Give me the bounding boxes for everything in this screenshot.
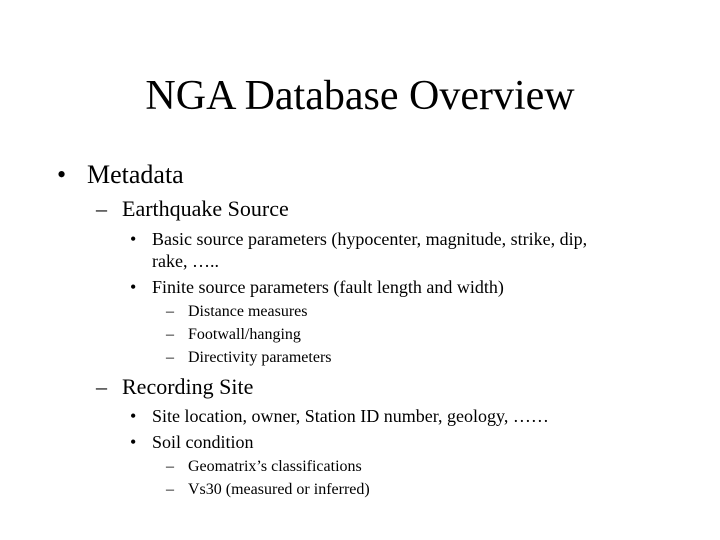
bullet-marker: • <box>57 160 67 189</box>
bullet-text: Metadata <box>87 160 184 189</box>
bullet-text: Finite source parameters (fault length and width) <box>152 277 504 297</box>
bullet-text: Site location, owner, Station ID number, geology, …… <box>152 406 549 426</box>
dash-marker: – <box>96 374 107 399</box>
bullet-text-line2: rake, ….. <box>152 251 219 271</box>
sub-item-text: Footwall/hanging <box>188 326 301 343</box>
dash-marker: – <box>96 196 107 221</box>
sub-item-text: Directivity parameters <box>188 349 332 366</box>
dash-marker: – <box>166 326 174 343</box>
subheading-text: Recording Site <box>122 374 254 399</box>
dash-marker: – <box>166 458 174 475</box>
sub-item-text: Distance measures <box>188 303 308 320</box>
sub-item-text: Vs30 (measured or inferred) <box>188 481 370 498</box>
bullet-marker: • <box>130 432 137 452</box>
bullet-marker: • <box>130 229 137 249</box>
dash-marker: – <box>166 349 174 366</box>
bullet-marker: • <box>130 277 137 297</box>
bullet-marker: • <box>130 406 137 426</box>
bullet-text-line1: Basic source parameters (hypocenter, magnitude, strike, dip, <box>152 229 588 249</box>
dash-marker: – <box>166 303 174 320</box>
slide-title: NGA Database Overview <box>145 73 575 119</box>
sub-item-text: Geomatrix’s classifications <box>188 458 362 475</box>
subheading-text: Earthquake Source <box>122 196 289 221</box>
dash-marker: – <box>166 481 174 498</box>
bullet-text: Soil condition <box>152 432 254 452</box>
